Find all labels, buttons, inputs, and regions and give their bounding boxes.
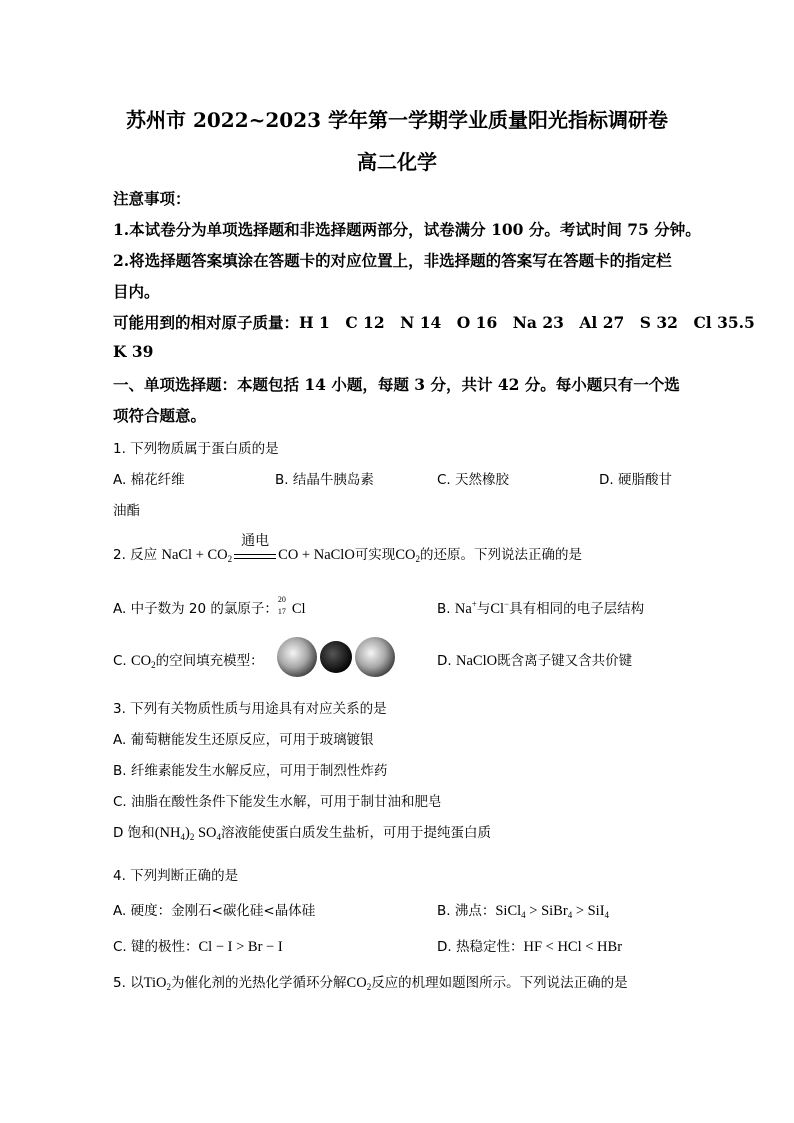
q2-stem: 2. 反应 NaCl + $CO_2$ 通电 CO + NaClO可实现$CO_2$的还原。下列说法正确的是 bbox=[113, 532, 582, 564]
notice-item-2: 2.将选择题答案填涂在答题卡的对应位置上，非选择题的答案写在答题卡的指定栏 bbox=[113, 251, 672, 270]
isotope-notation: 20 17 bbox=[277, 595, 286, 616]
q4-option-d: D. 热稳定性：HF < HCl < HBr bbox=[437, 939, 623, 955]
q4-option-c: C. 键的极性：Cl − I > Br − I bbox=[113, 939, 283, 955]
q2-option-c: C. $CO_2$的空间填充模型： bbox=[113, 653, 264, 670]
q2-co2: $CO_2$ bbox=[395, 547, 420, 564]
q4-option-a: A. 硬度：金刚石<碳化硅<晶体硅 bbox=[113, 903, 316, 919]
oxygen-atom-right bbox=[355, 637, 395, 677]
q4-stem: 4. 下列判断正确的是 bbox=[113, 868, 239, 884]
atomic-masses-cont: K 39 bbox=[113, 342, 154, 361]
q2-option-a: A. 中子数为 20 的氯原子： 20 17 Cl bbox=[113, 595, 306, 617]
q1-option-c: C. 天然橡胶 bbox=[437, 472, 510, 488]
q1-stem: 1. 下列物质属于蛋白质的是 bbox=[113, 441, 279, 457]
page-title: 苏州市 2022~2023 学年第一学期学业质量阳光指标调研卷 bbox=[125, 108, 668, 132]
q3-option-b: B. 纤维素能发生水解反应，可用于制烈性炸药 bbox=[113, 763, 388, 779]
notice-item-2-cont: 目内。 bbox=[113, 282, 160, 301]
section-heading-cont: 项符合题意。 bbox=[113, 406, 207, 425]
atomic-masses: 可能用到的相对原子质量：H 1 C 12 N 14 O 16 Na 23 Al 27 S 32 Cl 35.5 bbox=[113, 313, 755, 332]
q3-option-d: D 饱和$(NH_4)_2$ $SO_4$溶液能使蛋白质发生盐析，可用于提纯蛋白质 bbox=[113, 825, 491, 842]
q5-stem: 5. 以TiO$_2$为催化剂的光热化学循环分解$CO_2$反应的机理如题图所示。下列说法正确的是 bbox=[113, 975, 628, 992]
q4-option-b: B. 沸点：SiCl$_4$ > SiBr$_4$ > SiI$_4$ bbox=[437, 903, 610, 920]
q2-option-d: D. NaClO既含离子键又含共价键 bbox=[437, 653, 633, 669]
page-subtitle: 高二化学 bbox=[357, 150, 437, 174]
co2-space-filling-model bbox=[276, 636, 396, 678]
notice-heading: 注意事项： bbox=[113, 189, 191, 208]
q2-equation: NaCl + $CO_2$ 通电 CO + NaClO bbox=[161, 532, 355, 564]
q1-option-b: B. 结晶牛胰岛素 bbox=[275, 472, 374, 488]
q1-option-d: D. 硬脂酸甘 bbox=[599, 472, 672, 488]
q3-option-a: A. 葡萄糖能发生还原反应，可用于玻璃镀银 bbox=[113, 732, 374, 748]
q1-option-d-cont: 油酯 bbox=[113, 503, 140, 519]
section-heading: 一、单项选择题：本题包括 14 小题，每题 3 分，共计 42 分。每小题只有一个选 bbox=[113, 375, 680, 394]
q3-option-c: C. 油脂在酸性条件下能发生水解，可用于制甘油和肥皂 bbox=[113, 794, 442, 810]
oxygen-atom-left bbox=[277, 637, 317, 677]
q2-option-b: B. Na+与Cl−具有相同的电子层结构 bbox=[437, 599, 645, 617]
carbon-atom bbox=[320, 641, 352, 673]
notice-item-1: 1.本试卷分为单项选择题和非选择题两部分，试卷满分 100 分。考试时间 75 分钟。 bbox=[113, 220, 701, 239]
electrolysis-arrow: 通电 bbox=[234, 549, 276, 563]
q1-option-a: A. 棉花纤维 bbox=[113, 472, 185, 488]
q3-stem: 3. 下列有关物质性质与用途具有对应关系的是 bbox=[113, 701, 387, 717]
